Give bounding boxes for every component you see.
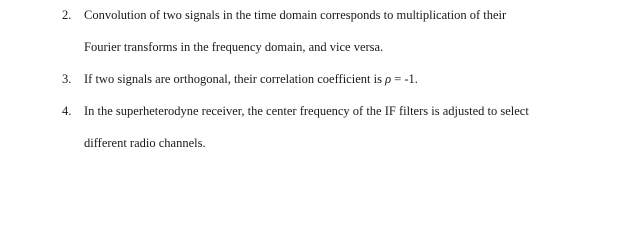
item-number: 3. — [62, 72, 72, 86]
rho-symbol: ρ — [385, 72, 392, 86]
item-number: 4. — [62, 104, 72, 118]
statement-text-line: Convolution of two signals in the time domain corresponds to multiplication of their — [84, 8, 507, 22]
statement-text-line: In the superheterodyne receiver, the center frequency of the IF filters is adjusted to select — [84, 104, 529, 118]
statement-text-line: different radio channels. — [84, 136, 206, 150]
statement-value: = -1. — [391, 72, 418, 86]
item-number: 2. — [62, 8, 72, 22]
statement-text-line: Fourier transforms in the frequency domain, and vice versa. — [84, 40, 384, 54]
statement-text-line — [84, 71, 418, 87]
statement-text: If two signals are orthogonal, their correlation coefficient is — [84, 72, 386, 86]
